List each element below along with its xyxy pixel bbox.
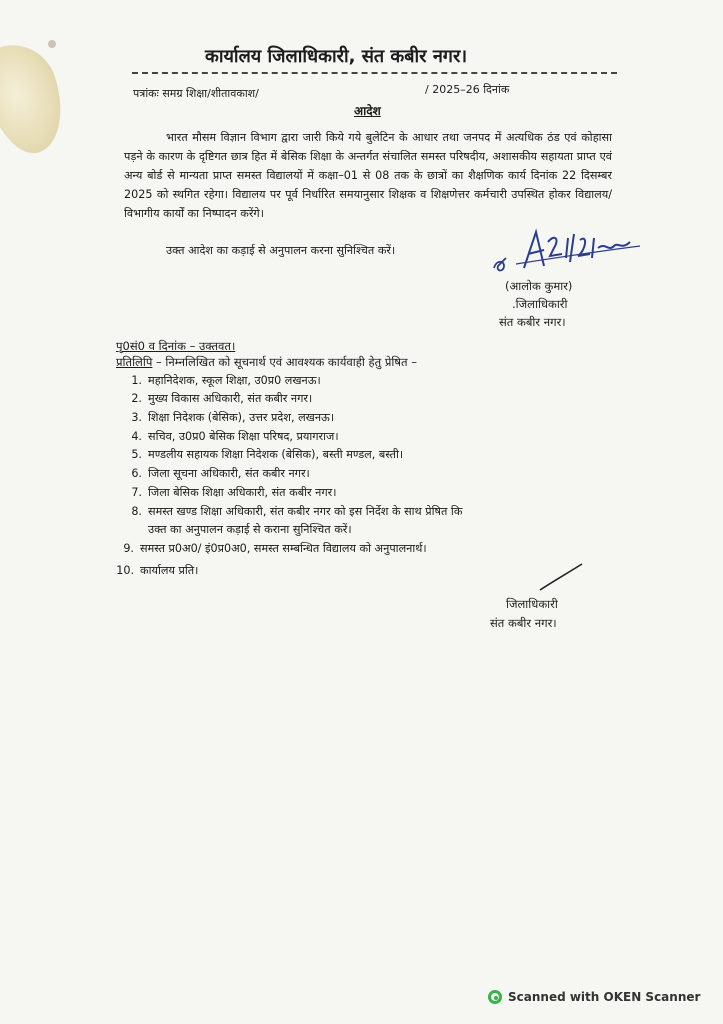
copy-to-line <box>116 355 417 370</box>
list-item: उक्त का अनुपालन कड़ाई से कराना सुनिश्चित करें। <box>148 523 352 536</box>
list-item: 10. कार्यालय प्रति। <box>116 564 199 577</box>
order-paragraph: भारत मौसम विज्ञान विभाग द्वारा जारी किये गये बुलेटिन के आधार तथा जनपद में अत्यधिक ठंड एवं कोहासा पड़ने के कारण के दृष्टिगत छात्र हित में बेसिक शिक्षा के अन्तर्गत संचालित समस्त परिषदीय, अशासकीय सहायता प्राप्त एवं अन्य बोर्ड से मान्यता प्राप्त समस्त विद्यालयों में कक्षा–01 से 08 तक के छात्रों का शैक्षणिक कार्य दिनांक 22 दिसम्बर 2025 को स्थगित रहेगा। विद्यालय पर पूर्व निर्धारित समयानुसार शिक्षक व शिक्षणेत्तर कर्मचारी उपस्थित होकर विद्यालय/ विभागीय कार्यों का निष्पादन करेंगे। <box>124 131 612 220</box>
oken-scanner-logo-icon <box>488 990 502 1004</box>
reference-number: पत्रांकः समग्र शिक्षा/शीतावकाश/ <box>133 87 259 100</box>
list-item: 8. समस्त खण्ड शिक्षा अधिकारी, संत कबीर नगर को इस निर्देश के साथ प्रेषित कि <box>131 505 463 518</box>
copy-label: प्रतिलिपि <box>116 355 153 369</box>
header-rule <box>132 72 617 74</box>
compliance-paragraph: उक्त आदेश का कड़ाई से अनुपालन करना सुनिश्चित करें। <box>166 244 396 257</box>
handwritten-signature-initials <box>514 228 644 278</box>
reference-year-date: / 2025–26 दिनांक <box>425 83 510 96</box>
copy-signatory-place: संत कबीर नगर। <box>490 616 557 630</box>
list-item: 4. सचिव, उ0प्र0 बेसिक शिक्षा परिषद, प्रयागराज। <box>131 430 339 443</box>
scanner-watermark <box>488 990 700 1004</box>
scanner-watermark-text: Scanned with OKEN Scanner <box>508 990 701 1004</box>
copy-signatory-role: जिलाधिकारी <box>506 597 558 611</box>
paper-clip-blob <box>0 34 76 162</box>
memo-reference-line: पृ0सं0 व दिनांक – उक्तवत। <box>116 339 236 353</box>
list-item: 3. शिक्षा निदेशक (बेसिक), उत्तर प्रदेश, लखनऊ। <box>131 411 335 424</box>
handwritten-signature-stroke <box>536 560 586 596</box>
signatory-name: (आलोक कुमार) <box>505 279 573 293</box>
small-initial-mark <box>490 254 512 276</box>
list-item: 7. जिला बेसिक शिक्षा अधिकारी, संत कबीर नगर। <box>131 486 337 499</box>
signatory-role: .जिलाधिकारी <box>512 297 568 311</box>
copy-text: – निम्नलिखित को सूचनार्थ एवं आवश्यक कार्यवाही हेतु प्रेषित – <box>152 355 417 369</box>
list-item: 1. महानिदेशक, स्कूल शिक्षा, उ0प्र0 लखनऊ। <box>131 374 321 387</box>
list-item: 5. मण्डलीय सहायक शिक्षा निदेशक (बेसिक), बस्ती मण्डल, बस्ती। <box>131 448 404 461</box>
list-item: 2. मुख्य विकास अधिकारी, संत कबीर नगर। <box>131 392 313 405</box>
list-item: 9. समस्त प्र0अ0/ इं0प्र0अ0, समस्त सम्बन्धित विद्यालय को अनुपालनार्थ। <box>123 542 427 555</box>
list-item: 6. जिला सूचना अधिकारी, संत कबीर नगर। <box>131 467 310 480</box>
office-title: कार्यालय जिलाधिकारी, संत कबीर नगर। <box>205 46 468 67</box>
signatory-place: संत कबीर नगर। <box>499 315 566 329</box>
punch-hole-mark <box>48 40 56 48</box>
order-heading: आदेश <box>354 104 381 118</box>
